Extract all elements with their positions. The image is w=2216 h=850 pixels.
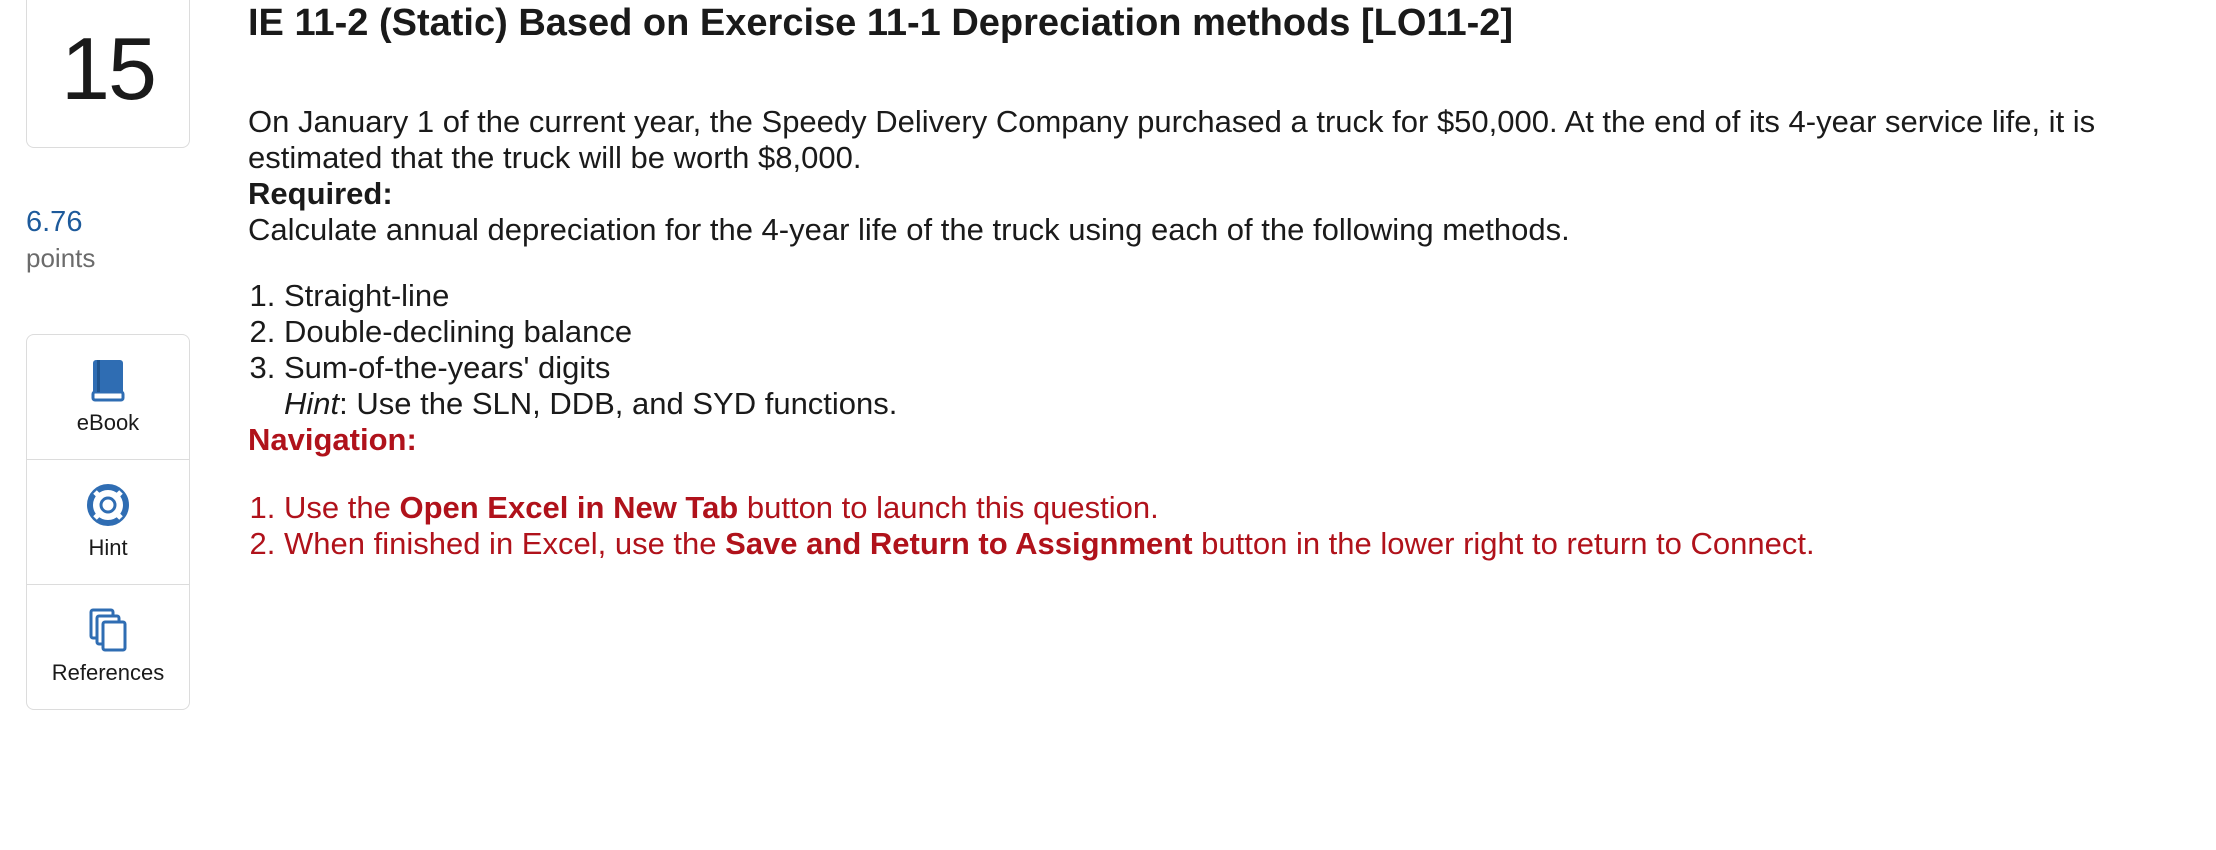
navigation-button-name: Save and Return to Assignment [725, 526, 1193, 561]
points-value: 6.76 [26, 206, 83, 238]
question-body [248, 104, 2198, 562]
references-button[interactable] [27, 585, 189, 709]
method-item: 3. Sum-of-the-years' digits [284, 350, 2198, 386]
method-item: 1. Straight-line [284, 278, 2198, 314]
methods-list [248, 278, 2198, 386]
required-label: Required: [248, 176, 393, 211]
required-text: Calculate annual depreciation for the 4-year life of the truck using each of the following methods. [248, 212, 1570, 247]
hint-line [248, 386, 2198, 422]
hint-button[interactable] [27, 460, 189, 585]
hint-word: Hint [284, 386, 340, 421]
navigation-text: button to launch this question. [738, 490, 1159, 525]
hint-label: Hint [88, 535, 128, 560]
hint-text: : Use the SLN, DDB, and SYD functions. [339, 386, 898, 421]
navigation-text: Use the [284, 490, 400, 525]
navigation-heading: Navigation: [248, 422, 417, 457]
question-title: IE 11-2 (Static) Based on Exercise 11-1 Depreciation methods [LO11-2] [248, 2, 1514, 44]
ebook-label: eBook [76, 410, 140, 435]
navigation-list [248, 490, 2198, 562]
method-item: 2. Double-declining balance [284, 314, 2198, 350]
references-label: References [51, 660, 165, 685]
documents-icon [86, 608, 130, 652]
navigation-text: button in the lower right to return to Connect. [1192, 526, 1815, 561]
question-number: 15 [61, 18, 155, 118]
lifebuoy-icon [86, 483, 130, 527]
question-tools [26, 334, 190, 710]
points-label: points [26, 243, 96, 273]
question-number-box [26, 0, 190, 148]
navigation-button-name: Open Excel in New Tab [399, 490, 739, 525]
navigation-item [284, 526, 2198, 562]
navigation-section [248, 422, 2198, 562]
navigation-text: When finished in Excel, use the [284, 526, 726, 561]
intro-text: On January 1 of the current year, the Speedy Delivery Company purchased a truck for $50,000. At the end of its 4-year service life, it is estimated that the truck will be worth $8,000. [248, 104, 2096, 175]
book-icon [86, 358, 130, 402]
ebook-button[interactable] [27, 335, 189, 460]
navigation-item [284, 490, 2198, 526]
